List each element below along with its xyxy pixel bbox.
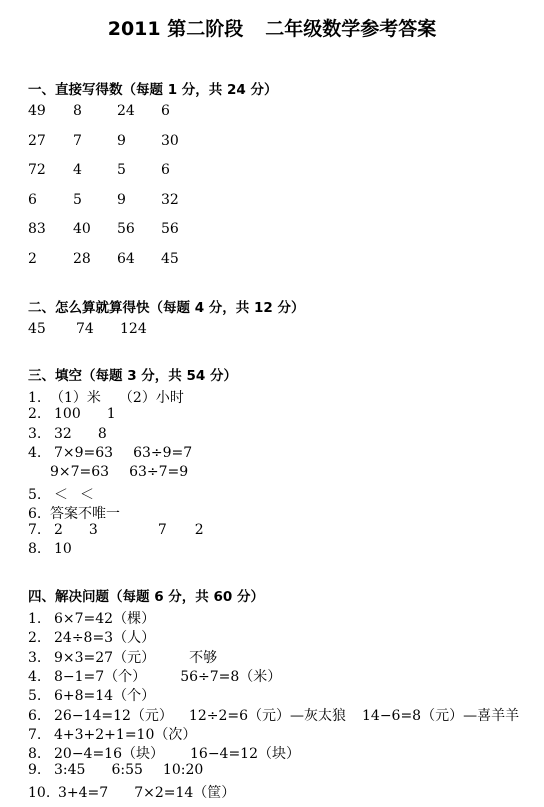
answer-text: 3+4=7 xyxy=(58,784,109,801)
answer-line xyxy=(28,627,155,647)
answer-cell: 28 xyxy=(73,250,91,267)
item-number: 7. xyxy=(28,522,42,539)
answer-line xyxy=(28,666,281,686)
answer-cell: 64 xyxy=(117,250,135,267)
answer-cell: 5 xyxy=(117,162,126,178)
answer-text: （2）小时 xyxy=(118,390,184,406)
answer-line xyxy=(28,685,155,705)
answer-text: 3 xyxy=(88,522,98,539)
section2-answer: 124 xyxy=(120,321,147,337)
answer-text: 24÷8=3（人） xyxy=(54,630,156,647)
item-number: 5. xyxy=(28,486,42,503)
answer-cell: 40 xyxy=(73,221,91,237)
answer-cell: 30 xyxy=(161,132,179,149)
item-number: 6. xyxy=(28,707,42,724)
item-number: 3. xyxy=(28,425,42,442)
item-number: 8. xyxy=(28,746,42,763)
answer-cell: 7 xyxy=(73,132,82,149)
answer-cell: 49 xyxy=(28,103,46,119)
item-number: 1. xyxy=(28,390,42,406)
answer-cell: 2 xyxy=(28,250,37,267)
title-left: 2011 第二阶段 xyxy=(107,18,244,40)
answer-text: 20−4=16（块） xyxy=(54,746,164,763)
answer-line xyxy=(28,762,203,778)
answer-line xyxy=(28,541,72,557)
answer-text: 4+3+2+1=10（次） xyxy=(54,726,197,743)
answer-cell: 56 xyxy=(161,221,179,237)
item-number: 4. xyxy=(28,668,42,685)
answer-line xyxy=(28,743,300,763)
section2-heading: 二、怎么算就算得快（每题 4 分，共 12 分） xyxy=(28,300,305,316)
answer-text: 16−4=12（块） xyxy=(190,746,300,763)
page-title xyxy=(0,14,544,41)
answer-line xyxy=(28,647,217,667)
answer-cell: 9 xyxy=(117,132,126,149)
item-number: 2. xyxy=(28,630,42,647)
answer-cell: 27 xyxy=(28,132,46,149)
answer-text: 56÷7=8（米） xyxy=(180,668,282,685)
answer-cell: 9 xyxy=(117,191,126,208)
answer-line xyxy=(28,608,155,628)
item-number: 4. xyxy=(28,444,42,461)
answer-text: 63÷9=7 xyxy=(133,444,193,461)
answer-cell: 5 xyxy=(73,191,82,208)
answer-cell: 45 xyxy=(161,250,179,267)
answer-text: 1 xyxy=(106,406,116,423)
item-number: 1. xyxy=(28,611,42,627)
answer-cell: 56 xyxy=(117,221,135,237)
answer-text: 14−6=8（元）—喜羊羊 xyxy=(362,707,520,724)
answer-line xyxy=(28,445,192,461)
section4-heading: 四、解决问题（每题 6 分，共 60 分） xyxy=(28,589,264,605)
answer-text: ＜ xyxy=(80,486,94,503)
answer-line xyxy=(28,426,107,442)
answer-cell: 83 xyxy=(28,221,46,237)
item-number: 6. xyxy=(28,505,42,522)
answer-cell: 6 xyxy=(161,162,170,178)
answer-text: （1）米 xyxy=(50,390,101,406)
answer-text: 100 xyxy=(54,406,81,423)
answer-text: 2 xyxy=(194,522,204,539)
answer-cell: 6 xyxy=(161,103,170,119)
answer-text: 10:20 xyxy=(162,762,204,779)
item-number: 2. xyxy=(28,406,42,423)
answer-cell: 72 xyxy=(28,162,46,178)
answer-text: 12÷2=6（元）—灰太狼 xyxy=(188,707,346,724)
item-number: 5. xyxy=(28,688,42,705)
answer-text: 8−1=7（个） xyxy=(54,668,147,685)
item-number: 7. xyxy=(28,726,42,743)
answer-text: 答案不唯一 xyxy=(50,505,120,522)
answer-text: 9×3=27（元） xyxy=(54,649,156,666)
item-number: 9. xyxy=(28,762,42,779)
answer-line xyxy=(28,522,204,538)
answer-text: 10 xyxy=(54,541,72,558)
answer-text: 6:55 xyxy=(111,762,143,779)
answer-line xyxy=(28,503,120,523)
item-number: 3. xyxy=(28,649,42,666)
answer-text: 6+8=14（个） xyxy=(54,688,156,705)
title-right: 二年级数学参考答案 xyxy=(265,18,437,40)
answer-line xyxy=(28,782,235,802)
section1-heading: 一、直接写得数（每题 1 分，共 24 分） xyxy=(28,82,278,98)
answer-text: 8 xyxy=(97,425,107,442)
answer-line xyxy=(28,484,94,504)
answer-line xyxy=(28,705,519,725)
answer-cell: 6 xyxy=(28,191,37,208)
answer-text: 3:45 xyxy=(54,762,86,779)
answer-line xyxy=(28,724,196,744)
item-number: 10. xyxy=(28,784,51,801)
answer-text: 9×7=63 xyxy=(50,464,110,481)
answer-text: 26−14=12（元） xyxy=(54,707,173,724)
answer-text: 63÷7=9 xyxy=(129,464,189,481)
section2-answer: 74 xyxy=(76,321,94,337)
answer-text: 7×9=63 xyxy=(54,444,114,461)
answer-text: ＜ xyxy=(54,486,68,503)
answer-text: 7×2=14（筐） xyxy=(134,784,236,801)
answer-cell: 32 xyxy=(161,191,179,208)
answer-text: 32 xyxy=(54,425,72,442)
answer-line xyxy=(28,464,188,480)
answer-text: 不够 xyxy=(189,649,218,666)
answer-cell: 24 xyxy=(117,103,135,119)
item-number: 8. xyxy=(28,541,42,558)
answer-text: 6×7=42（棵） xyxy=(54,611,156,627)
section2-answer: 45 xyxy=(28,321,46,337)
answer-cell: 8 xyxy=(73,103,82,119)
answer-text: 2 xyxy=(54,522,63,539)
section3-heading: 三、填空（每题 3 分，共 54 分） xyxy=(28,368,237,384)
answer-line xyxy=(28,387,184,407)
answer-line xyxy=(28,406,116,422)
answer-cell: 4 xyxy=(73,162,82,178)
answer-text: 7 xyxy=(157,522,167,539)
